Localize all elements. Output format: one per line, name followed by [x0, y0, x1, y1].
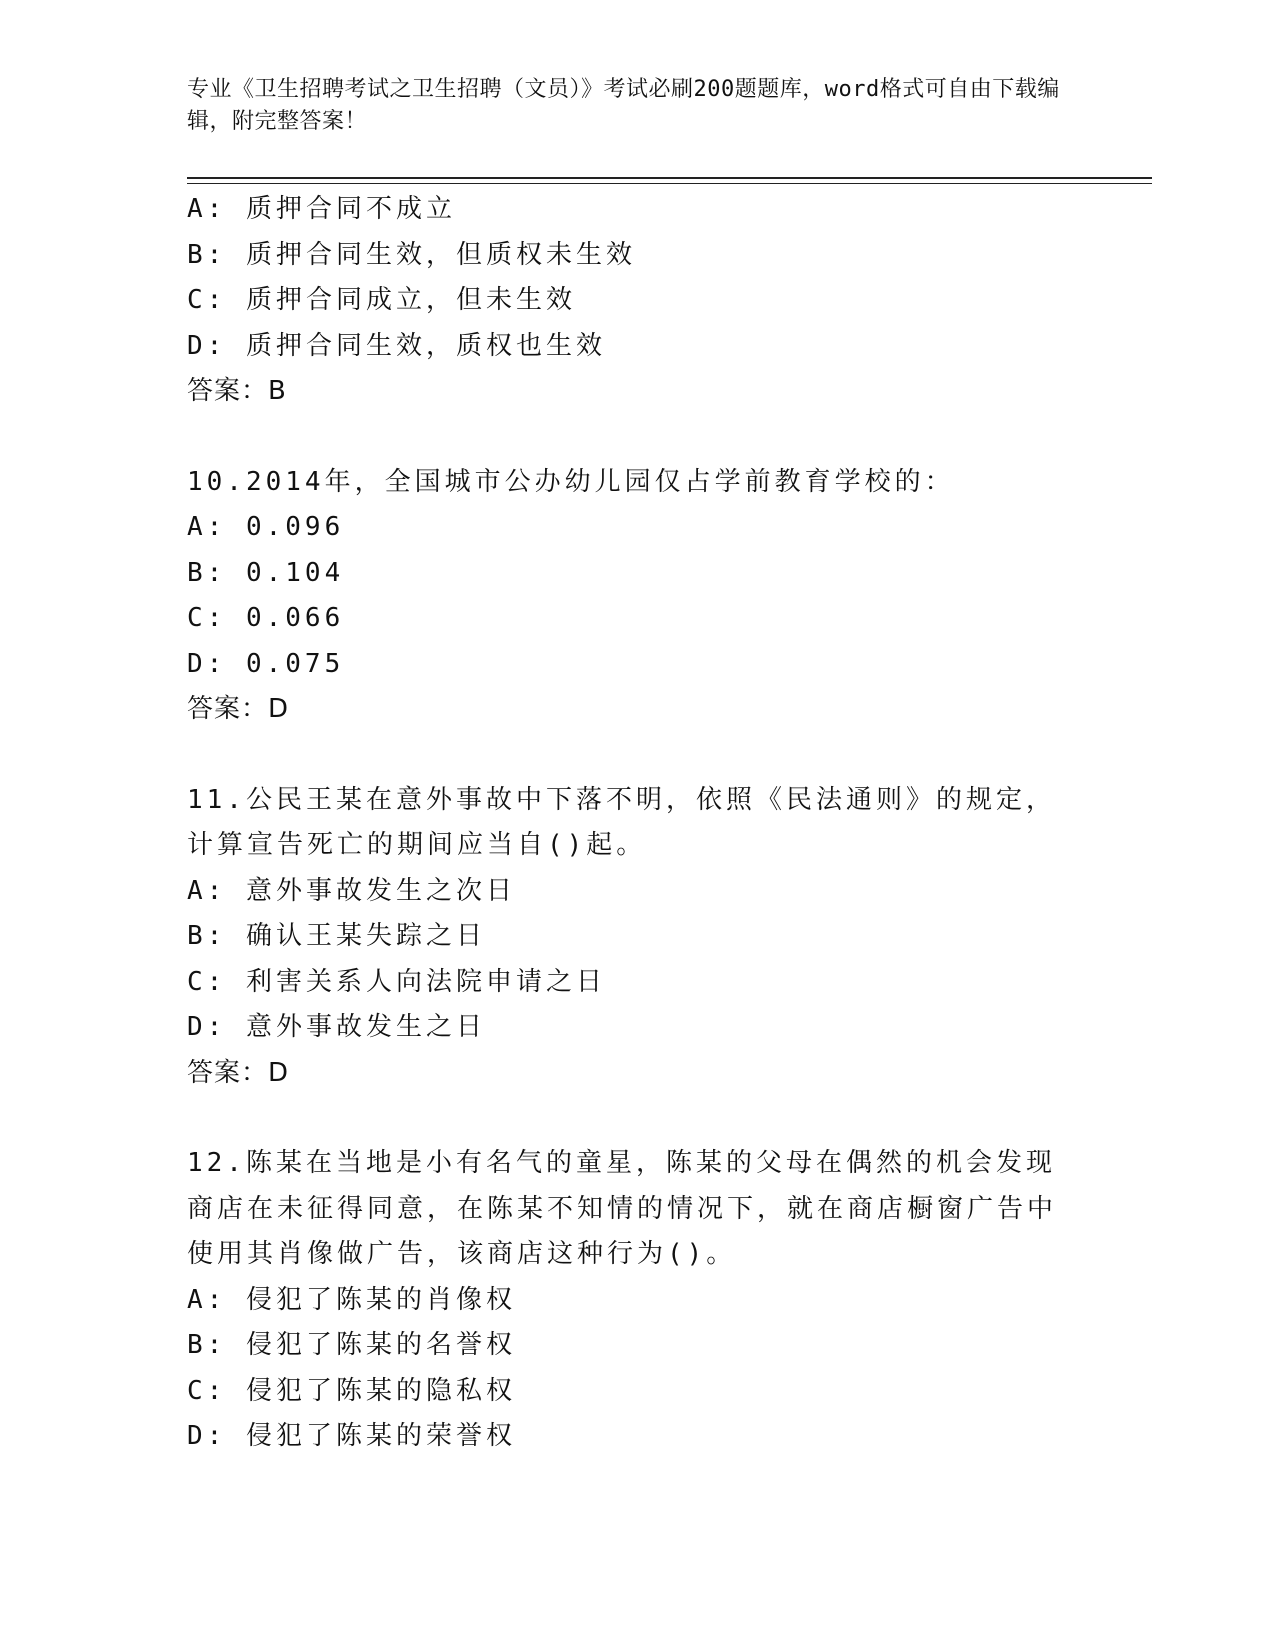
- option-d: D: 质押合同生效，质权也生效: [187, 330, 606, 361]
- option-d: D: 0.075: [187, 648, 345, 679]
- question-block-11: [187, 778, 1077, 1097]
- option-b: B: 侵犯了陈某的名誉权: [187, 1330, 516, 1360]
- spacer: [187, 1096, 1077, 1141]
- option-a: A: 侵犯了陈某的肖像权: [187, 1284, 516, 1315]
- question-block-10: [187, 460, 1077, 733]
- option-a: A: 意外事故发生之次日: [187, 875, 516, 906]
- option-b: B: 0.104: [187, 557, 345, 588]
- answer-line: 答案：D: [187, 1057, 290, 1088]
- option-c: C: 质押合同成立，但未生效: [187, 285, 576, 315]
- option-a: A: 0.096: [187, 512, 345, 542]
- option-a: A: 质押合同不成立: [187, 194, 456, 224]
- question-list: [187, 187, 1077, 1460]
- document-header: [187, 74, 1067, 138]
- question-text: 12.陈某在当地是小有名气的童星，陈某的父母在偶然的机会发现商店在未征得同意，在陈某不知情的情况下，就在商店橱窗广告中使用其肖像做广告，该商店这种行为()。: [187, 1148, 1058, 1269]
- question-block-12: [187, 1141, 1077, 1460]
- option-c: C: 利害关系人向法院申请之日: [187, 966, 606, 997]
- question-text: 11.公民王某在意外事故中下落不明，依照《民法通则》的规定，计算宣告死亡的期间应当自()起。: [187, 784, 1056, 860]
- option-d: D: 意外事故发生之日: [187, 1012, 486, 1042]
- header-divider-thick: [187, 177, 1152, 179]
- spacer: [187, 733, 1077, 778]
- header-divider-thin: [187, 183, 1152, 184]
- header-text: 专业《卫生招聘考试之卫生招聘（文员）》考试必刷200题题库，word格式可自由下载编辑，附完整答案！: [187, 77, 1060, 134]
- question-block-9: [187, 187, 1077, 415]
- answer-line: 答案：D: [187, 694, 290, 724]
- option-b: B: 质押合同生效，但质权未生效: [187, 239, 636, 270]
- option-d: D: 侵犯了陈某的荣誉权: [187, 1421, 516, 1451]
- option-c: C: 侵犯了陈某的隐私权: [187, 1375, 516, 1406]
- question-text: 10.2014年，全国城市公办幼儿园仅占学前教育学校的：: [187, 466, 955, 497]
- spacer: [187, 415, 1077, 460]
- option-c: C: 0.066: [187, 603, 345, 633]
- answer-line: 答案：B: [187, 376, 287, 406]
- option-b: B: 确认王某失踪之日: [187, 921, 486, 951]
